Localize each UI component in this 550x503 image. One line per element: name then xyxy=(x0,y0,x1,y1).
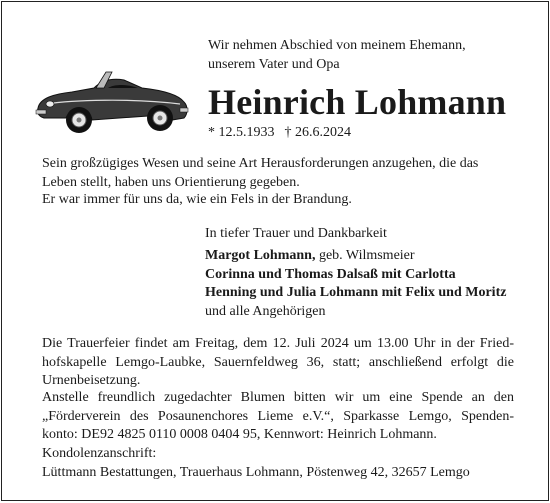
donation-line-3: konto: DE92 4825 0110 0008 0404 95, Kennwort: Heinrich Lohmann. xyxy=(42,427,437,442)
funeral-paragraph xyxy=(42,335,514,391)
funeral-line-2: hofskapelle Lemgo-Laubke, Sauernfeldweg 36, statt; anschließend erfolgt die xyxy=(42,354,514,370)
donation-line-2: „Förderverein des Posaunenchores Lieme e.V.“, Sparkasse Lemgo, Spenden- xyxy=(42,408,514,424)
rock-paragraph: Er war immer für uns da, wie ein Fels in der Brandung. xyxy=(42,192,352,207)
donation-line-1: Anstelle freundlich zugedachter Blumen bitten wir um eine Spende an den xyxy=(42,390,514,405)
tribute-line-2: Leben stellt, haben uns Orientierung gegeben. xyxy=(42,174,300,190)
widow-maiden-name: geb. Wilmsmeier xyxy=(315,248,415,263)
tribute-line-1: Sein großzügiges Wesen und seine Art Herausforderungen anzugehen, die das xyxy=(42,156,479,171)
death-date: † 26.6.2024 xyxy=(284,125,351,140)
donation-paragraph xyxy=(42,389,514,445)
intro-text xyxy=(208,36,466,74)
family-line-1 xyxy=(205,247,506,266)
family-line-3: Henning und Julia Lohmann mit Felix und Moritz xyxy=(205,285,507,300)
vintage-convertible-car-icon xyxy=(32,58,192,140)
mourning-line: In tiefer Trauer und Dankbarkeit xyxy=(205,226,387,241)
funeral-line-3: Urnenbeisetzung. xyxy=(42,373,141,388)
condolence-address xyxy=(42,445,514,482)
widow-name: Margot Lohmann, xyxy=(205,248,316,263)
tribute-paragraph xyxy=(42,155,516,192)
life-dates xyxy=(208,124,351,142)
intro-line-1: Wir nehmen Abschied von meinem Ehemann, xyxy=(208,38,466,53)
intro-line-2: unserem Vater und Opa xyxy=(208,57,340,72)
condolence-label: Kondolenzanschrift: xyxy=(42,446,157,461)
family-line-2: Corinna und Thomas Dalsaß mit Carlotta xyxy=(205,266,456,282)
funeral-line-1: Die Trauerfeier findet am Freitag, dem 12. Juli 2024 um 13.00 Uhr in der Fried- xyxy=(42,336,514,351)
birth-date: * 12.5.1933 xyxy=(208,125,275,140)
obituary-notice xyxy=(1,1,549,501)
deceased-name: Heinrich Lohmann xyxy=(208,82,507,122)
family-line-4: und alle Angehörigen xyxy=(205,303,326,319)
condolence-address-line: Lüttmann Bestattungen, Trauerhaus Lohmann, Pöstenweg 42, 32657 Lemgo xyxy=(42,464,470,480)
family-list xyxy=(205,247,506,321)
